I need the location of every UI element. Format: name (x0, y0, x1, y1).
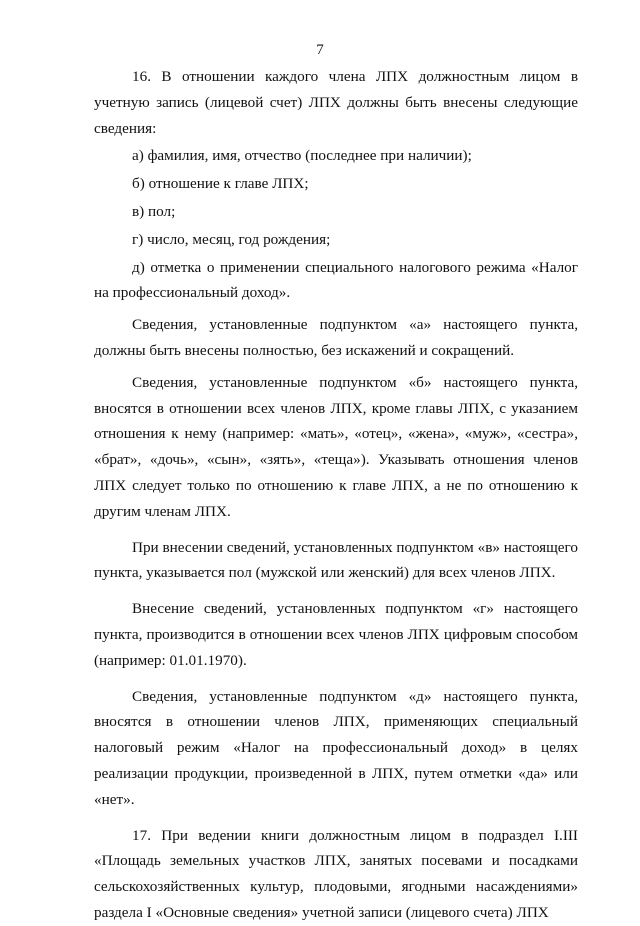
paragraph-g-note: Внесение сведений, установленных подпунктом «г» настоящего пункта, производится в отношении всех членов ЛПХ цифровым способом (например: 01.01.1970). (94, 600, 578, 669)
document-body (94, 64, 578, 926)
list-item-a: а) фамилия, имя, отчество (последнее при наличии); (132, 147, 472, 165)
list-item-b: б) отношение к главе ЛПХ; (132, 175, 309, 193)
paragraph-17: 17. При ведении книги должностным лицом в подраздел I.III «Площадь земельных участков ЛПХ, занятых посевами и посадками сельскохозяйственных культур, плодовыми, ягодными насаждениями» раздела I «Основные сведения» учетной записи (лицевого счета) ЛПХ (94, 826, 578, 921)
paragraph-d-note: Сведения, установленные подпунктом «д» настоящего пункта, вносятся в отношении членов ЛПХ, применяющих специальный налоговый режим «Налог на профессиональный доход» в целях реализации продукции, произведенной в ЛПХ, путем отметки «да» или «нет». (94, 687, 578, 808)
paragraph-b-note: Сведения, установленные подпунктом «б» настоящего пункта, вносятся в отношении всех членов ЛПХ, кроме главы ЛПХ, с указанием отношения к нему (например: «мать», «отец», «жена», «муж», «сестра», «брат», «дочь», «сын», «зять», «теща»). Указывать отношения членов ЛПХ следует только по отношению к главе ЛПХ, а не по отношению к другим членам ЛПХ. (94, 373, 578, 520)
paragraph-a-note: Сведения, установленные подпунктом «а» настоящего пункта, должны быть внесены полностью, без искажений и сокращений. (94, 316, 578, 359)
paragraph-v-note: При внесении сведений, установленных подпунктом «в» настоящего пункта, указывается пол (мужской или женский) для всех членов ЛПХ. (94, 538, 578, 582)
list-item-v: в) пол; (132, 202, 176, 220)
list-item-d: д) отметка о применении специального налогового режима «Налог на профессиональный доход». (94, 258, 578, 302)
paragraph-16: 16. В отношении каждого члена ЛПХ должностным лицом в учетную запись (лицевой счет) ЛПХ должны быть внесены следующие сведения: (94, 68, 578, 137)
list-item-g: г) число, месяц, год рождения; (132, 230, 331, 248)
page-number: 7 (316, 42, 324, 58)
